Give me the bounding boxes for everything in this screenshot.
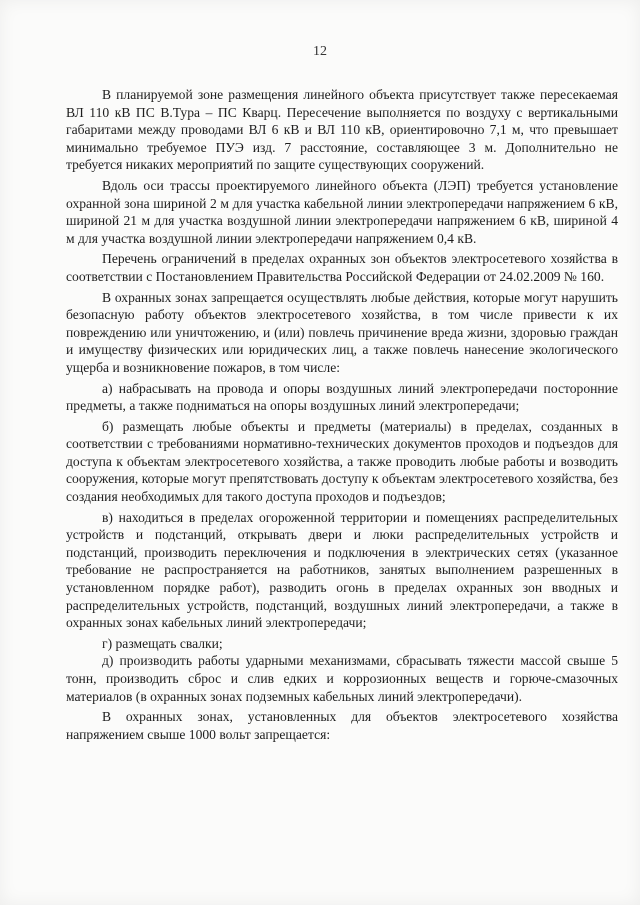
list-item-a: а) набрасывать на провода и опоры воздушных линий электропередачи посторонние предметы, а также подниматься на опоры воздушных линий электропередачи; bbox=[66, 380, 618, 414]
list-item-d: д) производить работы ударными механизмами, сбрасывать тяжести массой свыше 5 тонн, производить сброс и слив едких и коррозионных веществ и горюче-смазочных материалов (в охранных зонах подземных кабельных линий электропередачи). bbox=[66, 653, 618, 704]
document-body bbox=[66, 86, 618, 746]
list-item-b: б) размещать любые объекты и предметы (материалы) в пределах, созданных в соответствии с требованиями нормативно-технических документов проходов и подъездов для доступа к объектам электросетевого хозяйства, а также проводить любые работы и возводить сооружения, которые могут препятствовать доступу к объектам электросетевого хозяйства, без создания необходимых для такого доступа проходов и подъездов; bbox=[66, 418, 618, 505]
paragraph-crossing-vl110: В планируемой зоне размещения линейного объекта присутствует также пересекаемая ВЛ 110 кВ ПС В.Тура – ПС Кварц. Пересечение выполняется по воздуху с вертикальными габаритами между проводами ВЛ 6 кВ и ВЛ 110 кВ, ориентировочно 7,1 м, что превышает минимально требуемое ПУЭ изд. 7 расстояние, составляющее 3 м. Дополнительно не требуется никаких мероприятий по защите существующих сооружений. bbox=[66, 87, 618, 173]
paragraph-prohibited-actions: В охранных зонах запрещается осуществлять любые действия, которые могут нарушить безопасную работу объектов электросетевого хозяйства, в том числе привести к их повреждению или уничтожению, и (или) повлечь причинение вреда жизни, здоровью граждан и имуществу физических или юридических лиц, а также повлечь нанесение экологического ущерба и возникновение пожаров, в том числе: bbox=[66, 289, 618, 375]
paragraph-protection-zone-width: Вдоль оси трассы проектируемого линейного объекта (ЛЭП) требуется установление охранной зона шириной 2 м для участка кабельной линии электропередачи напряжением 6 кВ, шириной 21 м для участка воздушной линии электропередачи напряжением 6 кВ, шириной 4 м для участка воздушной линии электропередачи напряжением 0,4 кВ. bbox=[66, 177, 618, 246]
paragraph-over-1000v: В охранных зонах, установленных для объектов электросетевого хозяйства напряжением свыше 1000 вольт запрещается: bbox=[66, 709, 618, 742]
paragraph-restrictions-list-intro: Перечень ограничений в пределах охранных зон объектов электросетевого хозяйства в соответствии с Постановлением Правительства Российской Федерации от 24.02.2009 № 160. bbox=[66, 251, 618, 284]
page-number: 12 bbox=[313, 44, 327, 59]
list-item-v: в) находиться в пределах огороженной территории и помещениях распределительных устройств и подстанций, открывать двери и люки распределительных устройств и подстанций, производить переключения и подключения в электрических сетях (указанное требование не распространяется на работников, занятых выполнением разрешенных в установленном порядке работ), разводить огонь в пределах охранных зон вводных и распределительных устройств, подстанций, воздушных линий электропередачи, а также в охранных зонах кабельных линий электропередачи; bbox=[66, 509, 618, 631]
list-item-g: г) размещать свалки; bbox=[102, 635, 223, 651]
